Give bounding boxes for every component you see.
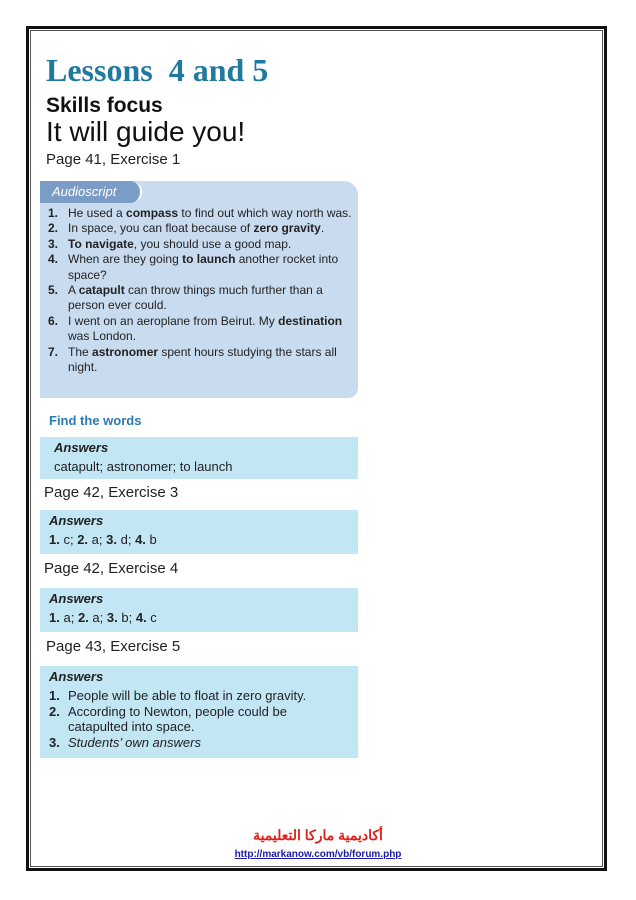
item-text: A	[68, 283, 79, 298]
exercise-4-answers-box	[40, 588, 358, 632]
page-subtitle: It will guide you!	[46, 116, 246, 147]
exercise-5-answers-box	[40, 666, 358, 758]
answer-number: 4.	[135, 532, 146, 547]
audioscript-item	[48, 345, 356, 376]
item-number: 4.	[48, 252, 59, 267]
exercise-5-heading: Page 43, Exercise 5	[46, 638, 181, 655]
answer-text: According to Newton, people could be catapulted into space.	[68, 703, 287, 734]
answers-label: Answers	[49, 513, 104, 528]
answer-number: 1.	[49, 610, 60, 625]
find-words-answers-box	[40, 437, 358, 479]
audioscript-item	[48, 314, 356, 345]
keyword: To navigate	[68, 236, 134, 251]
item-number: 3.	[49, 734, 60, 750]
item-number: 5.	[48, 283, 59, 298]
item-text: When are they going	[68, 252, 183, 267]
item-text: In space, you can float because of	[68, 221, 254, 236]
answer-number: 3.	[106, 532, 117, 547]
lessons-title: Lessons 4 and 5	[46, 52, 269, 88]
item-text: was London.	[68, 329, 137, 344]
answer-item	[49, 735, 349, 751]
answer-value: c	[63, 532, 70, 547]
item-number: 7.	[48, 344, 59, 359]
answer-value: c	[150, 610, 157, 625]
answer-value: b	[121, 610, 129, 625]
item-number: 1.	[49, 688, 60, 703]
skills-focus-heading: Skills focus	[46, 94, 163, 117]
exercise-5-answer-list	[49, 688, 349, 750]
exercise-4-answer-line: 1. a; 2. a; 3. b; 4. c	[49, 610, 157, 625]
answer-value: a	[91, 532, 99, 547]
audioscript-tab: Audioscript	[40, 181, 142, 203]
exercise-4-heading: Page 42, Exercise 4	[44, 560, 179, 577]
answers-label: Answers	[54, 440, 109, 455]
answer-number: 4.	[135, 610, 147, 625]
item-text: He used a	[68, 206, 127, 220]
audioscript-list	[48, 206, 356, 375]
keyword: destination	[278, 313, 343, 328]
item-text: The	[68, 344, 93, 359]
answer-number: 3.	[106, 610, 118, 625]
answer-number: 2.	[77, 532, 89, 547]
answer-item	[49, 704, 349, 735]
answer-value: a	[92, 610, 100, 625]
keyword: zero gravity	[253, 221, 321, 236]
keyword: to launch	[182, 252, 236, 267]
find-words-answer-text: catapult; astronomer; to launch	[54, 459, 233, 474]
audioscript-item	[48, 237, 356, 252]
item-number: 6.	[48, 313, 59, 328]
keyword: catapult	[78, 283, 125, 298]
exercise-3-answers-box	[40, 510, 358, 554]
answer-text: People will be able to float in zero gravity.	[68, 688, 307, 703]
audioscript-item	[48, 252, 356, 283]
item-number: 2.	[48, 221, 59, 236]
keyword: astronomer	[92, 344, 159, 359]
answer-value: b	[149, 532, 157, 547]
answer-value: a	[63, 610, 71, 625]
find-the-words-heading: Find the words	[49, 413, 142, 428]
exercise-1-heading: Page 41, Exercise 1	[46, 151, 181, 168]
item-number: 1.	[48, 206, 59, 220]
answer-number: 1.	[49, 532, 60, 547]
answers-label: Answers	[49, 669, 104, 684]
item-text: I went on an aeroplane from Beirut. My	[68, 313, 279, 328]
item-number: 2.	[49, 703, 60, 719]
answer-value: d	[120, 532, 128, 547]
audioscript-item	[48, 206, 356, 221]
item-text: , you should use a good map.	[133, 236, 292, 251]
answer-number: 2.	[77, 610, 89, 625]
audioscript-item	[48, 283, 356, 314]
item-text: can throw things much further than a person ever could.	[68, 283, 323, 313]
item-number: 3.	[48, 236, 59, 251]
keyword: compass	[126, 206, 179, 220]
answer-item	[49, 688, 349, 704]
answers-label: Answers	[49, 591, 104, 606]
answer-text: Students’ own answers	[68, 734, 201, 750]
item-text: to find out which way north was.	[178, 206, 352, 220]
forum-link[interactable]: http://markanow.com/vb/forum.php	[234, 849, 402, 860]
exercise-3-heading: Page 42, Exercise 3	[44, 484, 179, 501]
audioscript-item	[48, 221, 356, 236]
item-text: .	[320, 221, 325, 236]
exercise-3-answer-line: 1. c; 2. a; 3. d; 4. b	[49, 532, 157, 547]
item-text: spent hours studying the stars all night.	[68, 344, 337, 375]
item-text: another rocket into space?	[68, 252, 339, 282]
academy-name-arabic: أكاديمية ماركا التعليمية	[253, 827, 383, 843]
